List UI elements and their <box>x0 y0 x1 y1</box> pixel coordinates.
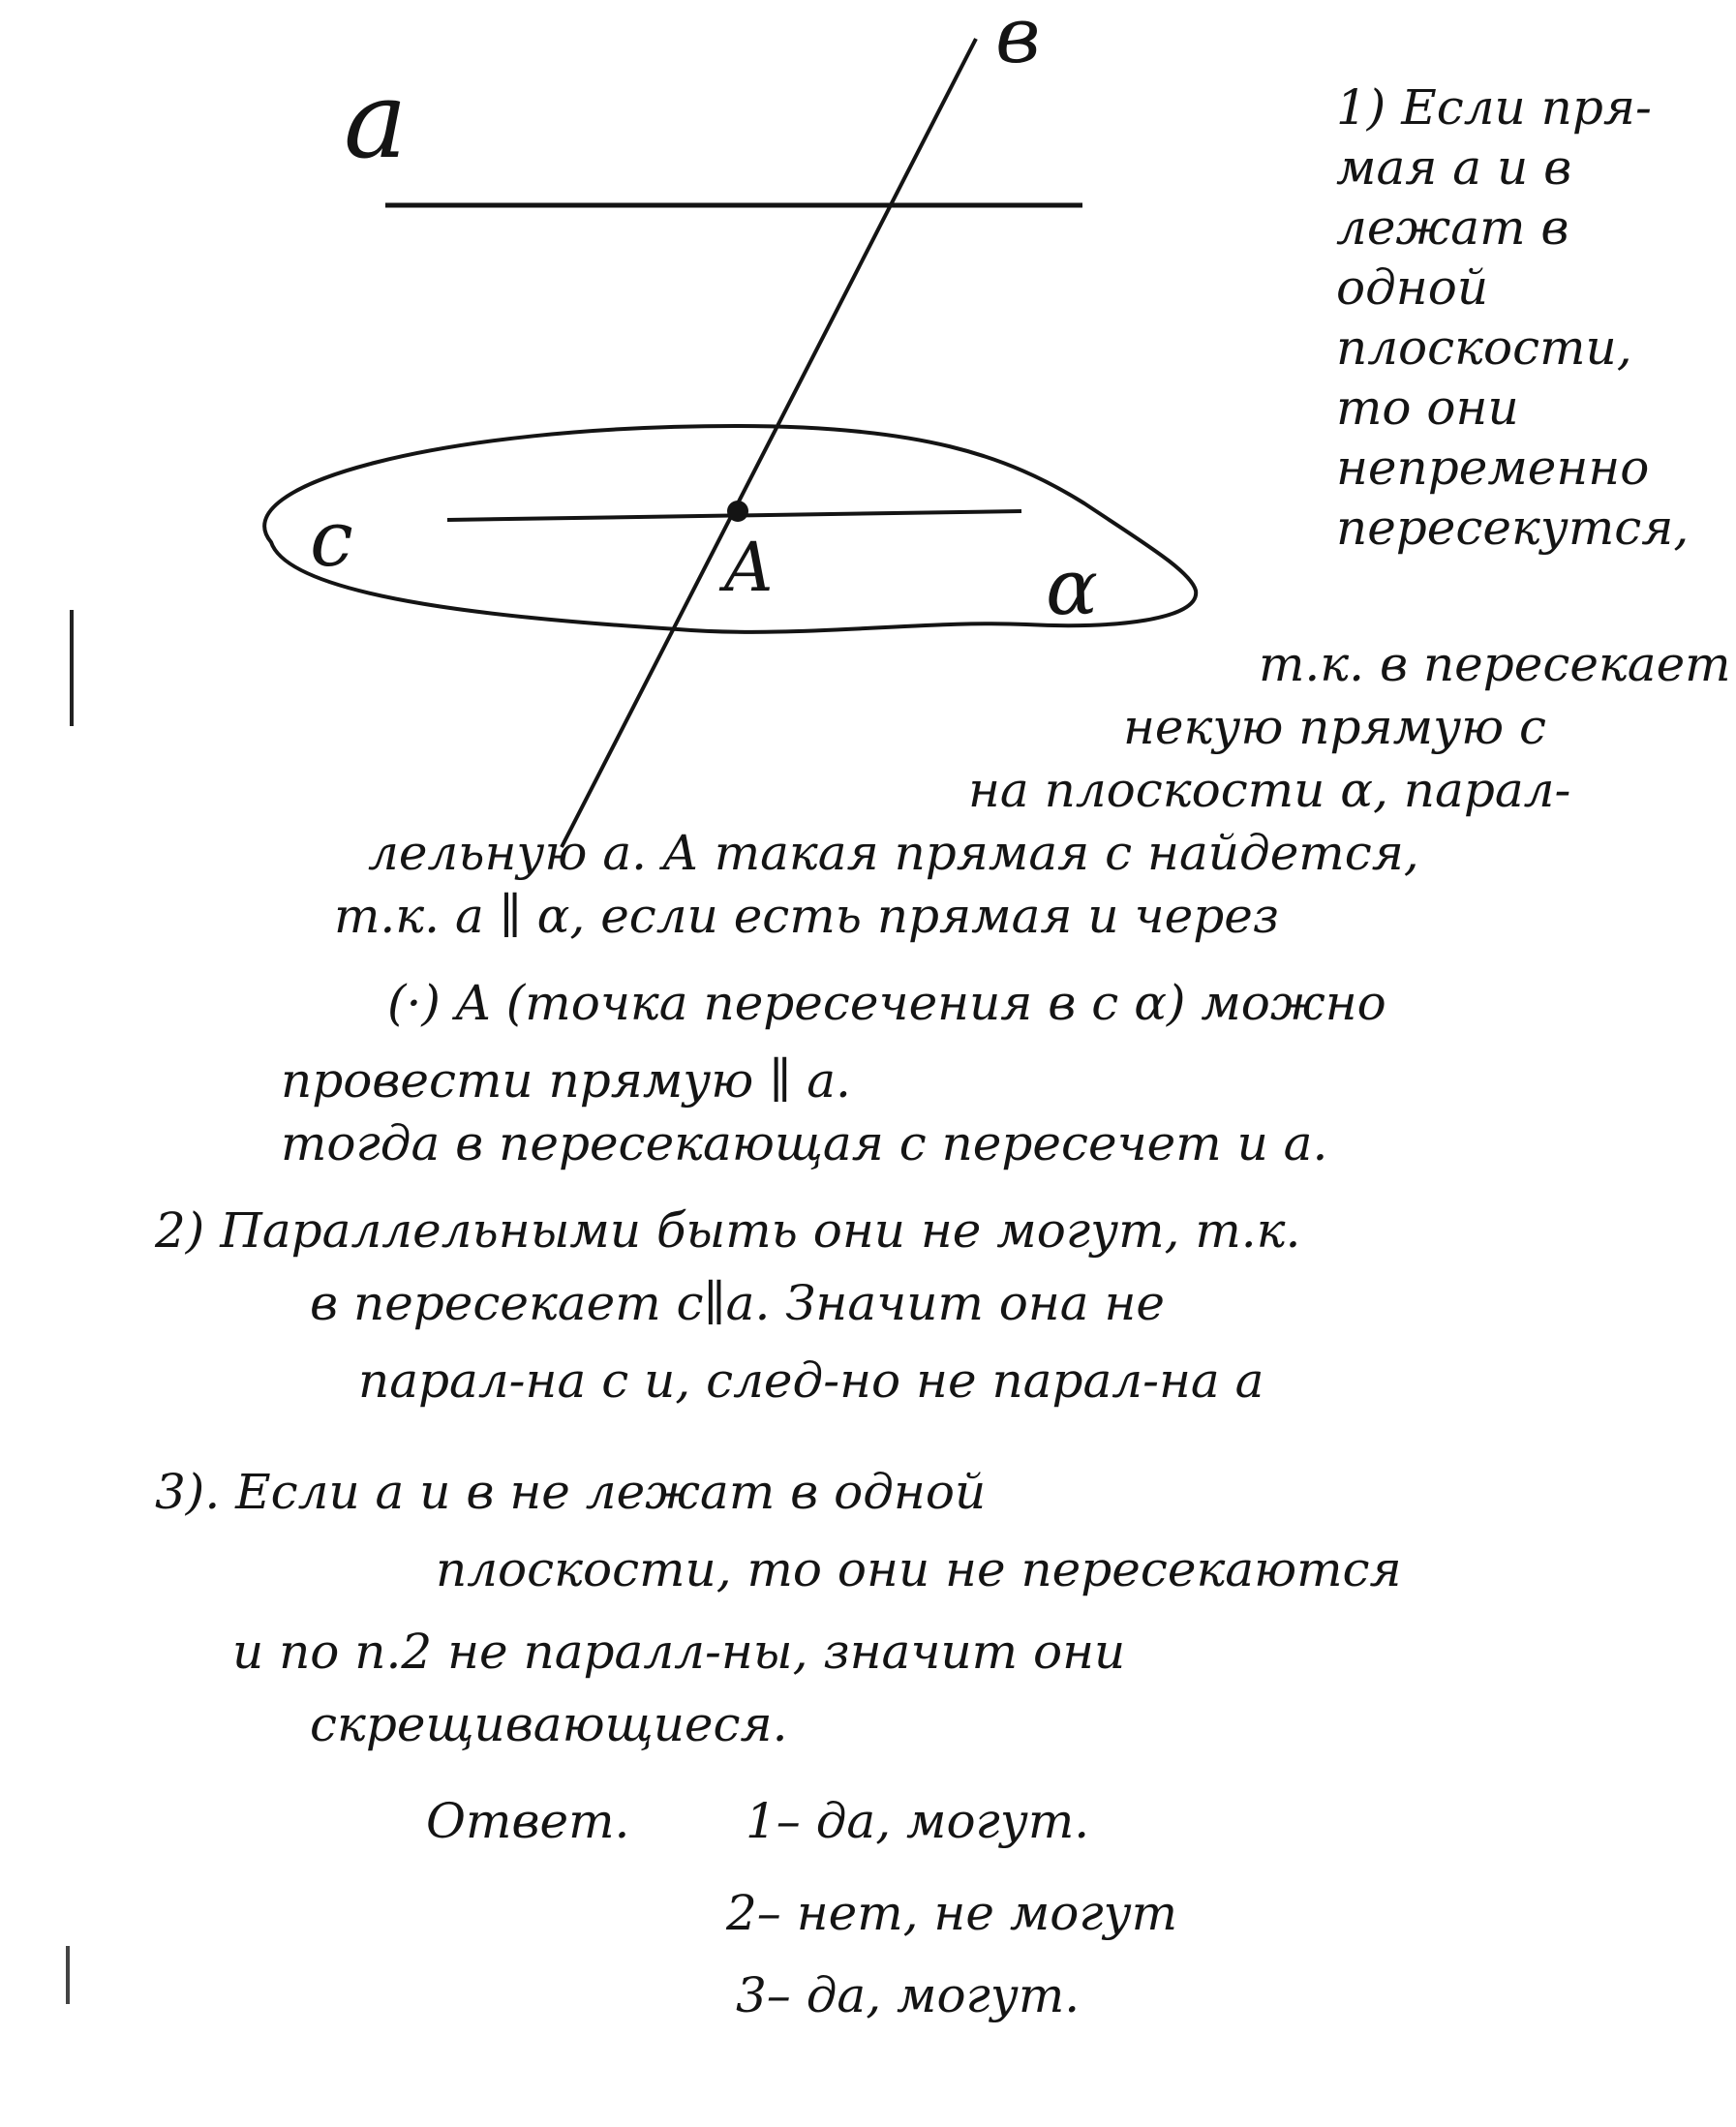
answer-line: 2– нет, не могут <box>726 1885 1178 1941</box>
note-line: лельную a. А такая прямая с найдется, <box>368 825 1419 881</box>
answer-line: 3– да, могут. <box>736 1967 1081 2023</box>
scan-edge-mark <box>70 610 74 726</box>
label-plane-alpha: α <box>1046 542 1099 632</box>
label-line-a: a <box>344 58 408 182</box>
note-line: одной <box>1336 259 1489 316</box>
label-line-b: в <box>995 0 1041 80</box>
note-line: пересекутся, <box>1336 500 1690 556</box>
note-line: мая a и в <box>1336 139 1572 196</box>
note-line: то они <box>1336 380 1519 436</box>
note-line: скрещивающиеся. <box>310 1696 788 1752</box>
note-line: непременно <box>1336 440 1650 496</box>
note-line: в пересекает с∥a. Значит она не <box>310 1275 1166 1331</box>
note-line: и по п.2 не паралл-ны, значит они <box>232 1624 1126 1680</box>
note-line: лежат в <box>1336 199 1569 256</box>
line-b <box>562 39 976 847</box>
note-line: на плоскости α, парал- <box>968 762 1571 818</box>
note-line: плоскости, то они не пересекаются <box>436 1541 1402 1597</box>
point-A <box>727 501 748 522</box>
label-point-A: A <box>724 528 774 607</box>
note-line: 2) Параллельными быть они не могут, т.к. <box>155 1202 1301 1259</box>
answer-line: 1– да, могут. <box>746 1793 1090 1849</box>
note-line: т.к. в пересекает <box>1259 636 1731 692</box>
part1-column <box>1336 77 1704 558</box>
scan-edge-mark <box>66 1946 70 2004</box>
note-line: плоскости, <box>1336 319 1632 376</box>
note-line: 1) Если пря- <box>1336 79 1652 136</box>
note-line: 3). Если a и в не лежат в одной <box>155 1464 987 1520</box>
label-line-c: c <box>310 494 353 584</box>
note-line: т.к. a ∥ α, если есть прямая и через <box>334 888 1280 944</box>
note-line: парал-на с и, след-но не парал-на a <box>358 1352 1264 1409</box>
note-line: провести прямую ∥ a. <box>281 1052 851 1109</box>
note-line: (·) A (точка пересечения в с α) можно <box>387 975 1386 1031</box>
answer-label: Ответ. <box>426 1793 630 1849</box>
note-line: тогда в пересекающая с пересечет и a. <box>281 1115 1328 1171</box>
note-line: некую прямую с <box>1123 699 1546 755</box>
